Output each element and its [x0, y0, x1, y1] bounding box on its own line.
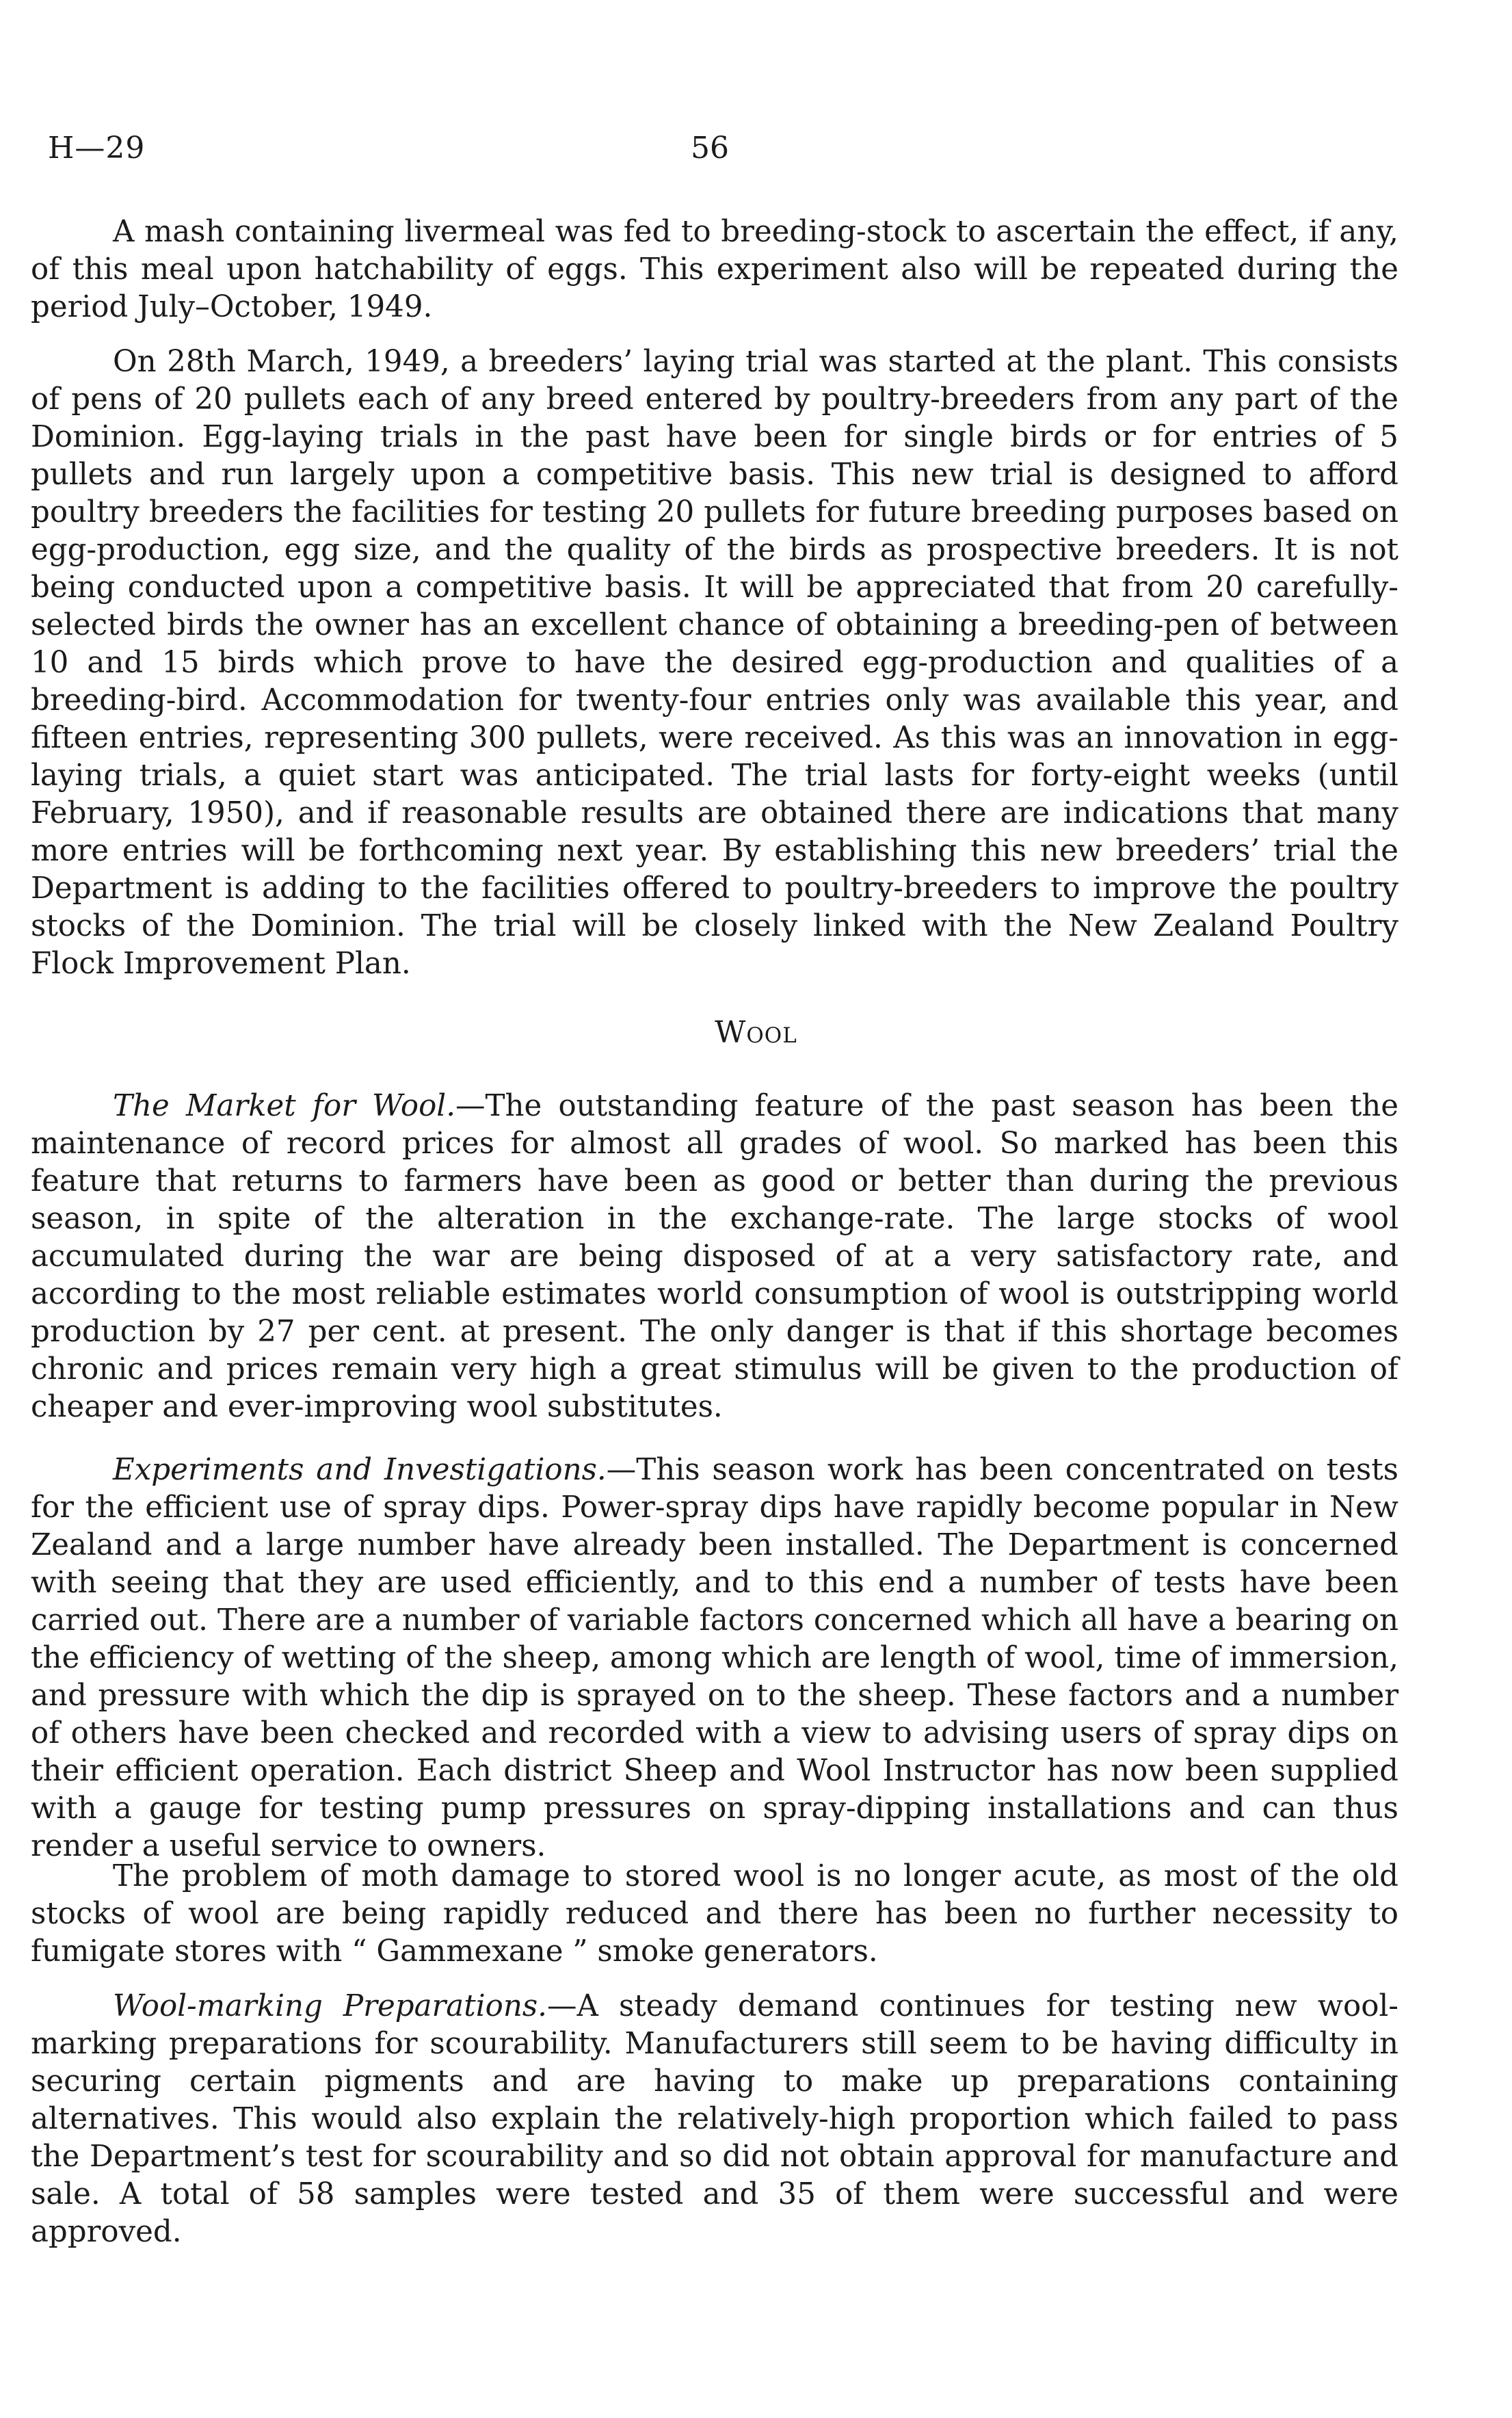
paragraph-text: —A steady demand continues for testing new wool-marking preparations for scourability. Manufacturers still seem to be having difficulty in securing certain pigments and are having to make up preparations containing alternatives. This would also explain the relatively-high proportion which failed to pass the Department’s test for scourability and so did not obtain approval for manufacture and sale. A total of 58 samples were tested and 35 of them were successful and were approved. [31, 1989, 1399, 2249]
paragraph-experiments [31, 1451, 1398, 1865]
document-reference: H—29 [48, 131, 146, 166]
paragraph-lead-heading: Experiments and Investigations. [113, 1453, 607, 1487]
paragraph-market-for-wool [31, 1088, 1398, 1426]
paragraph-text: —This season work has been concentrated on tests for the efficient use of spray dips. Power-spray dips have rapidly become popular in New Zealand and a large number have already been installed. The Department is concerned with seeing that they are used efficiently, and to this end a number of tests have been carried out. There are a number of variable factors concerned which all have a bearing on the efficiency of wetting of the sheep, among which are length of wool, time of immersion, and pressure with which the dip is sprayed on to the sheep. These factors and a number of others have been checked and recorded with a view to advising users of spray dips on their efficient operation. Each district Sheep and Wool Instructor has now been supplied with a gauge for testing pump pressures on spray-dipping installations and can thus render a useful service to owners. [31, 1453, 1399, 1863]
paragraph-text: A mash containing livermeal was fed to breeding-stock to ascertain the effect, if any, of this meal upon hatchability of eggs. This experiment also will be repeated during the period July–October, 1949. [31, 215, 1398, 324]
paragraph-text: The problem of moth damage to stored wool is no longer acute, as most of the old stocks of wool are being rapidly reduced and there has been no further necessity to fumigate stores with “ Gammexane ” smoke generators. [31, 1859, 1398, 1969]
paragraph-text: —The outstanding feature of the past season has been the maintenance of record prices for almost all grades of wool. So marked has been this feature that returns to farmers have been as good or better than during the previous season, in spite of the alteration in the exchange-rate. The large stocks of wool accumulated during the war are being disposed of at a very satisfactory rate, and according to the most reliable estimates world consumption of wool is outstripping world production by 27 per cent. at present. The only danger is that if this shortage becomes chronic and prices remain very high a great stimulus will be given to the production of cheaper and ever-improving wool substitutes. [31, 1089, 1398, 1424]
paragraph-text: On 28th March, 1949, a breeders’ laying trial was started at the plant. This consists of pens of 20 pullets each of any breed entered by poultry-breeders from any part of the Dominion. Egg-laying trials in the past have been for single birds or for entries of 5 pullets and run largely upon a competitive basis. This new trial is designed to afford poultry breeders the facilities for testing 20 pullets for future breeding purposes based on egg-production, egg size, and the quality of the birds as prospective breeders. It is not being conducted upon a competitive basis. It will be appreciated that from 20 carefully-selected birds the owner has an excellent chance of obtaining a breeding-pen of between 10 and 15 birds which prove to have the desired egg-production and qualities of a breeding-bird. Accommodation for twenty-four entries only was available this year, and fifteen entries, representing 300 pullets, were received. As this was an innovation in egg-laying trials, a quiet start was anticipated. The trial lasts for forty-eight weeks (until February, 1950), and if reasonable results are obtained there are indications that many more entries will be forthcoming next year. By establishing this new breeders’ trial the Department is adding to the facilities offered to poultry-breeders to improve the poultry stocks of the Dominion. The trial will be closely linked with the New Zealand Poultry Flock Improvement Plan. [31, 345, 1398, 981]
paragraph-livermeal [31, 213, 1398, 326]
paragraph-wool-marking [31, 1988, 1398, 2251]
page-number: 56 [691, 131, 729, 166]
paragraph-breeders-trial [31, 343, 1398, 983]
paragraph-moth-damage [31, 1858, 1398, 1971]
paragraph-lead-heading: Wool-marking Preparations. [113, 1989, 547, 2023]
paragraph-lead-heading: The Market for Wool. [113, 1089, 456, 1123]
section-heading-wool: Wool [715, 1015, 797, 1050]
